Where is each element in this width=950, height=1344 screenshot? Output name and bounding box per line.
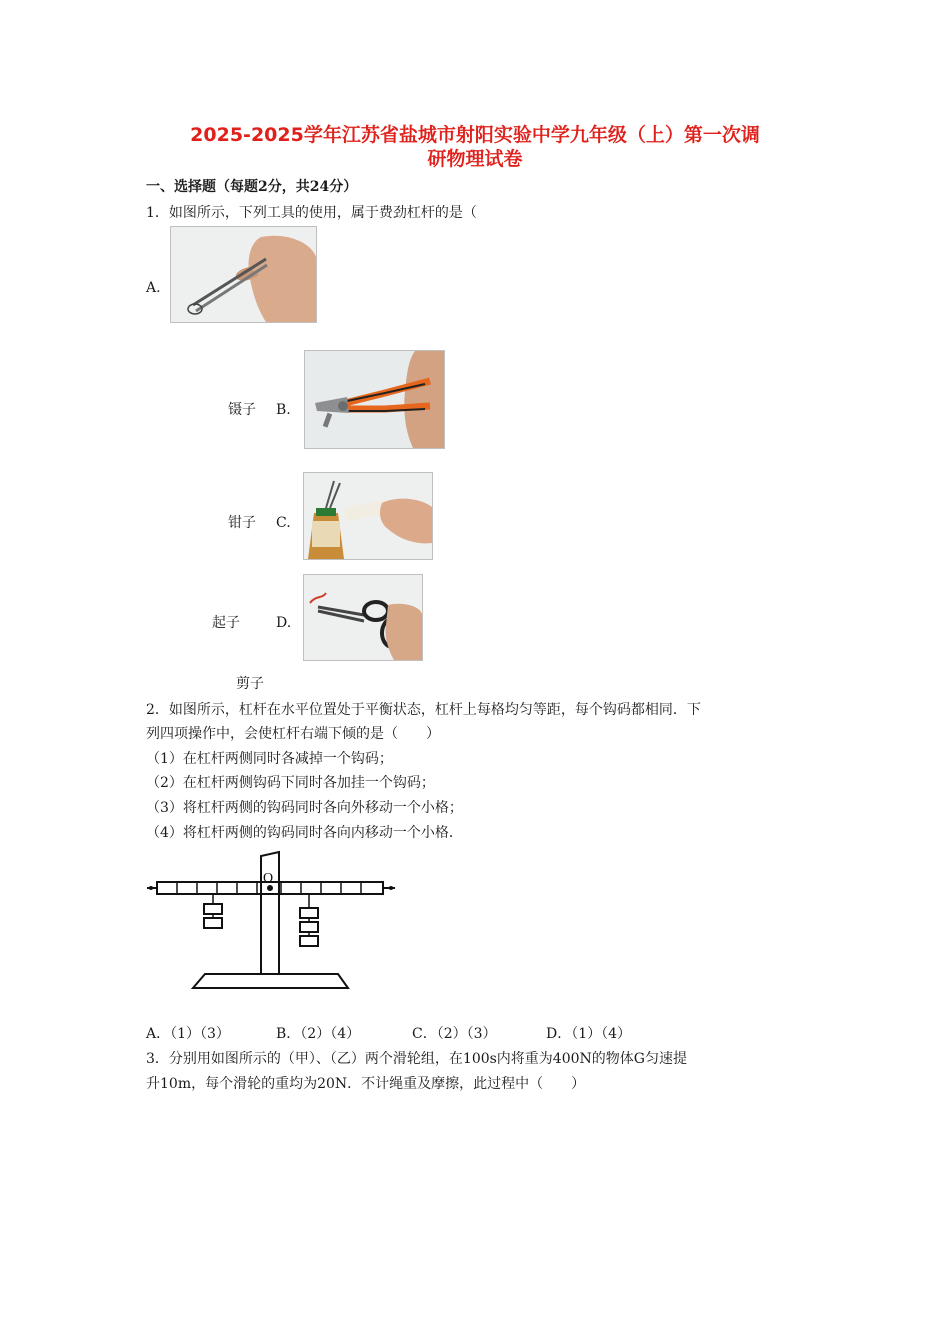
option-d-caption: 剪子 [236, 676, 264, 692]
option-b-caption: 钳子 [228, 515, 256, 531]
option-c-letter: C. [276, 515, 291, 531]
question-2-choice-a: A．（1）（3） [146, 1026, 230, 1042]
option-b-letter: B. [276, 402, 291, 418]
question-2-item-4: （4）将杠杆两侧的钩码同时各向内移动一个小格． [146, 825, 463, 841]
question-2-choice-b: B．（2）（4） [276, 1026, 361, 1042]
question-2-choice-d: D．（1）（4） [546, 1026, 632, 1042]
title-line-1: 2025-2025学年江苏省盐城市射阳实验中学九年级（上）第一次调 [190, 124, 760, 146]
question-2-item-2: （2）在杠杆两侧钩码下同时各加挂一个钩码； [146, 775, 435, 791]
page-title [120, 123, 830, 171]
question-2-item-3: （3）将杠杆两侧的钩码同时各向外移动一个小格； [146, 800, 463, 816]
question-3-stem-line-1: 3．分别用如图所示的（甲）、（乙）两个滑轮组，在100s内将重为400N的物体G匀速提 [146, 1051, 687, 1067]
question-2-choice-c: C．（2）（3） [412, 1026, 497, 1042]
option-c-caption: 起子 [212, 615, 240, 631]
option-d-letter: D. [276, 615, 292, 631]
option-a-letter: A. [146, 280, 161, 296]
section-heading: 一、选择题（每题2分，共24分） [146, 179, 358, 195]
lever-figure [143, 848, 399, 998]
scissors-photo [303, 574, 423, 661]
tweezers-photo [170, 226, 317, 323]
question-2-stem-line-2: 列四项操作中，会使杠杆右端下倾的是（ ） [146, 726, 440, 742]
question-3-stem-line-2: 升10m，每个滑轮的重均为20N．不计绳重及摩擦，此过程中（ ） [146, 1076, 586, 1092]
question-2-item-1: （1）在杠杆两侧同时各减掉一个钩码； [146, 751, 393, 767]
question-1-stem: 1．如图所示，下列工具的使用，属于费劲杠杆的是（ [146, 205, 477, 221]
bottle-opener-photo [303, 472, 433, 560]
question-2-stem-line-1: 2．如图所示，杠杆在水平位置处于平衡状态，杠杆上每格均匀等距，每个钩码都相同．下 [146, 702, 701, 718]
title-line-2: 研物理试卷 [427, 148, 523, 170]
pivot-label: O [263, 871, 274, 886]
option-a-caption: 镊子 [228, 402, 256, 418]
pliers-photo [304, 350, 445, 449]
